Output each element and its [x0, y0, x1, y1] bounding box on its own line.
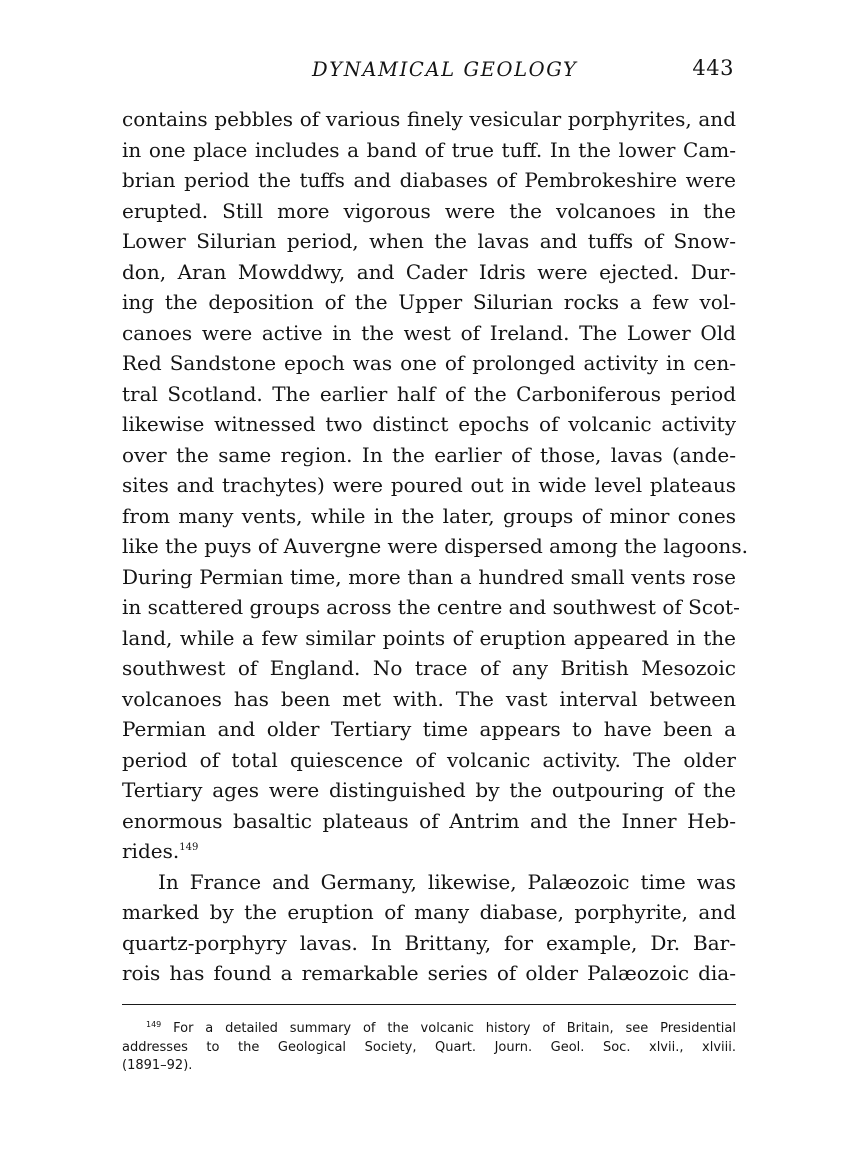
text-line: land, while a few similar points of eruption appeared in the — [122, 625, 736, 650]
text-line: likewise witnessed two distinct epochs of volcanic activity — [122, 412, 736, 436]
text-line: southwest of England. No trace of any British Mesozoic — [122, 656, 736, 680]
running-title: DYNAMICAL GEOLOGY — [312, 58, 578, 81]
footnote-text: For a detailed summary of the volcanic history of Britain, see Presidential — [173, 1021, 736, 1036]
text-line: erupted. Still more vigorous were the volcanoes in the — [122, 198, 736, 223]
text-line: period of total quiescence of volcanic activity. The older — [122, 747, 736, 772]
text-line: sites and trachytes) were poured out in wide level plateaus — [122, 473, 736, 497]
footnote-line — [122, 1020, 736, 1039]
text-line: marked by the eruption of many diabase, porphyrite, and — [122, 900, 736, 924]
page-number: 443 — [692, 56, 734, 80]
footnote-marker: 149 — [146, 1020, 162, 1029]
text-line: over the same region. In the earlier of those, lavas (ande- — [122, 442, 736, 467]
text-line: like the puys of Auvergne were dispersed among the lagoons. — [122, 534, 748, 558]
page-header — [0, 58, 850, 88]
footnote-divider — [122, 1004, 736, 1005]
text-line: Red Sandstone epoch was one of prolonged activity in cen- — [122, 351, 736, 375]
text-line: canoes were active in the west of Ireland. The Lower Old — [122, 320, 736, 345]
footnote-line: addresses to the Geological Society, Quart. Journ. Geol. Soc. xlvii., xlviii. — [122, 1039, 736, 1055]
footnote-line: (1891–92). — [122, 1058, 193, 1073]
text-line: in one place includes a band of true tuff. In the lower Cam- — [122, 137, 736, 162]
text-fragment: rides. — [122, 839, 180, 863]
text-line: ing the deposition of the Upper Silurian rocks a few vol- — [122, 290, 736, 314]
text-line: tral Scotland. The earlier half of the Carboniferous period — [122, 381, 736, 406]
footnote-reference[interactable]: 149 — [179, 842, 199, 853]
text-line: Tertiary ages were distinguished by the outpouring of the — [122, 778, 736, 802]
text-line: In France and Germany, likewise, Palæozoic time was — [158, 869, 736, 894]
text-line: Lower Silurian period, when the lavas and tuffs of Snow- — [122, 229, 736, 253]
footnote — [122, 1020, 736, 1076]
text-line: enormous basaltic plateaus of Antrim and the Inner Heb- — [122, 808, 736, 833]
text-line: quartz-porphyry lavas. In Brittany, for example, Dr. Bar- — [122, 930, 736, 955]
text-line: During Permian time, more than a hundred small vents rose — [122, 564, 736, 589]
body-text — [122, 104, 748, 989]
text-line: Permian and older Tertiary time appears to have been a — [122, 717, 736, 741]
text-line: contains pebbles of various finely vesicular porphyrites, and — [122, 107, 736, 131]
text-line: in scattered groups across the centre and southwest of Scot- — [122, 595, 740, 619]
paragraph-end-line — [122, 836, 736, 867]
text-line: brian period the tuffs and diabases of Pembrokeshire were — [122, 168, 736, 192]
text-line: from many vents, while in the later, groups of minor cones — [122, 503, 736, 528]
text-line: rois has found a remarkable series of older Palæozoic dia- — [122, 961, 736, 985]
text-line: volcanoes has been met with. The vast interval between — [122, 686, 736, 711]
text-line: don, Aran Mowddwy, and Cader Idris were ejected. Dur- — [122, 259, 736, 284]
